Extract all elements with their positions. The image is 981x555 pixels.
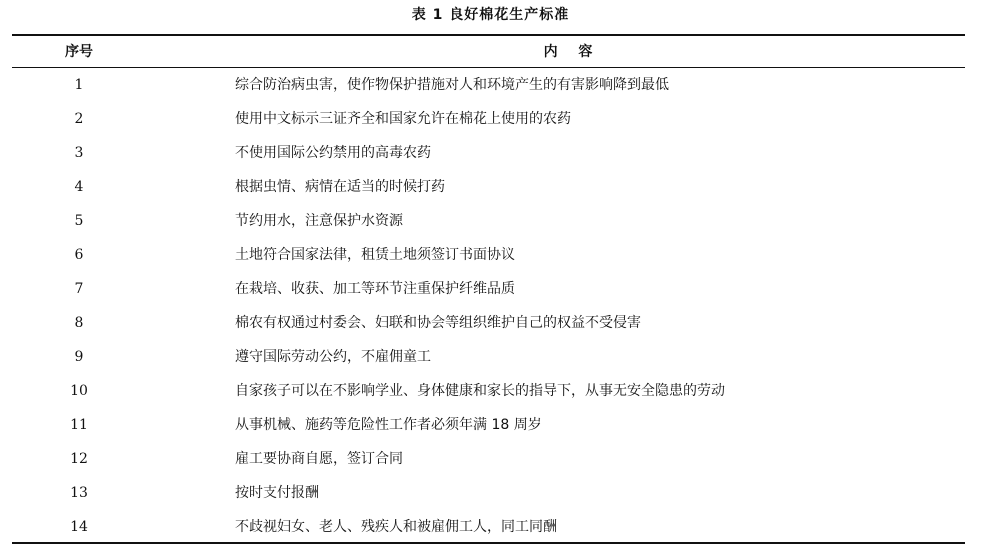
- table-row: [12, 478, 965, 512]
- table-row: [12, 410, 965, 444]
- table-row: [12, 308, 965, 342]
- table-bottom-rule: [12, 542, 965, 544]
- table-row: [12, 172, 965, 206]
- row-number: 13: [70, 485, 88, 501]
- row-content: 综合防治病虫害，使作物保护措施对人和环境产生的有害影响降到最低: [235, 77, 669, 93]
- table-row: [12, 206, 965, 240]
- table-row: [12, 240, 965, 274]
- row-content: 根据虫情、病情在适当的时候打药: [235, 179, 445, 195]
- row-content: 不使用国际公约禁用的高毒农药: [235, 145, 431, 161]
- table-row: [12, 512, 965, 546]
- row-content: 按时支付报酬: [235, 485, 319, 501]
- table-header-rule: [12, 67, 965, 68]
- table-row: [12, 274, 965, 308]
- row-content: 在栽培、收获、加工等环节注重保护纤维品质: [235, 281, 515, 297]
- row-content: 使用中文标示三证齐全和国家允许在棉花上使用的农药: [235, 111, 571, 127]
- row-number: 3: [74, 145, 84, 161]
- row-number: 7: [74, 281, 84, 297]
- table-body: [12, 70, 965, 546]
- table-top-rule: [12, 34, 965, 36]
- row-content: 雇工要协商自愿，签订合同: [235, 451, 403, 467]
- column-header-number: 序号: [65, 44, 93, 60]
- row-number: 11: [70, 417, 88, 433]
- row-number: 8: [74, 315, 84, 331]
- row-number: 14: [70, 519, 88, 535]
- table-row: [12, 104, 965, 138]
- row-content: 自家孩子可以在不影响学业、身体健康和家长的指导下，从事无安全隐患的劳动: [235, 383, 725, 399]
- row-content: 不歧视妇女、老人、残疾人和被雇佣工人，同工同酬: [235, 519, 557, 535]
- row-content: 节约用水，注意保护水资源: [235, 213, 403, 229]
- table-row: [12, 444, 965, 478]
- row-number: 9: [74, 349, 84, 365]
- row-number: 6: [74, 247, 84, 263]
- table-row: [12, 138, 965, 172]
- row-content: 从事机械、施药等危险性工作者必须年满 18 周岁: [235, 417, 542, 433]
- row-number: 1: [74, 77, 84, 93]
- table-row: [12, 70, 965, 104]
- table-row: [12, 342, 965, 376]
- row-number: 5: [74, 213, 84, 229]
- row-number: 10: [70, 383, 88, 399]
- table-header: [12, 38, 965, 66]
- column-header-content: 内 容: [543, 44, 601, 60]
- row-content: 土地符合国家法律，租赁土地须签订书面协议: [235, 247, 515, 263]
- table-row: [12, 376, 965, 410]
- row-content: 棉农有权通过村委会、妇联和协会等组织维护自己的权益不受侵害: [235, 315, 641, 331]
- row-content: 遵守国际劳动公约，不雇佣童工: [235, 349, 431, 365]
- row-number: 4: [74, 179, 84, 195]
- row-number: 12: [70, 451, 88, 467]
- table-caption: 表 1 良好棉花生产标准: [411, 7, 570, 23]
- row-number: 2: [74, 111, 84, 127]
